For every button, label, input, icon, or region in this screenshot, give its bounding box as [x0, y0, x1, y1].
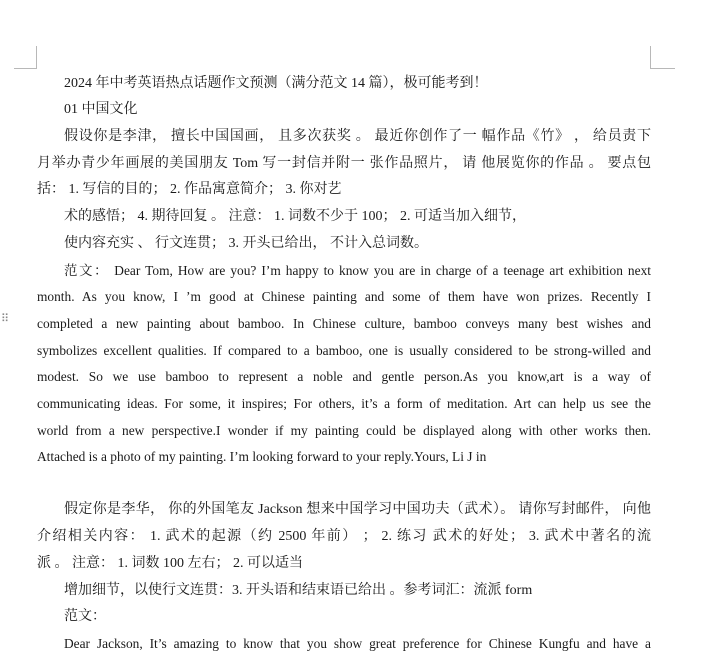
prompt-line: 增加细节，以使行文连贯：3. 开头语和结束语已给出 。参考词汇：流派 form	[64, 583, 533, 598]
prompt-line: 月举办青少年画展的美国朋友 Tom 写一封信并附一 张作品照片， 请 他展览你的作品 。 要点包	[37, 156, 651, 171]
prompt-line: 假定你是李华， 你的外国笔友 Jackson 想来中国学习中国功夫（武术）。 请你写封邮件， 向他	[64, 502, 651, 517]
prompt-line: 括： 1. 写信的目的； 2. 作品寓意简介； 3. 你对艺	[37, 182, 342, 197]
drag-handle-icon[interactable]: ⠿	[1, 312, 9, 325]
essay-line: symbolizes excellent qualities. If compared to a bamboo, one is usually considered to be strong-willed and	[37, 343, 651, 358]
page-corner-mark-top-right	[650, 46, 675, 69]
document-title: 2024 年中考英语热点话题作文预测（满分范文 14 篇），极可能考到！	[64, 76, 488, 91]
prompt-line: 派 。 注意： 1. 词数 100 左右； 2. 可以适当	[37, 556, 303, 571]
essay-line: communicating ideas. For some, it inspires; For others, it’s a form of meditation. Art can help us see the	[37, 396, 651, 411]
essay-line: completed a new painting about bamboo. In Chinese culture, bamboo conveys many best wishes and	[37, 316, 651, 331]
prompt-line: 使内容充实 、 行文连贯； 3. 开头已给出， 不计入总词数。	[64, 236, 428, 251]
essay-line: Attached is a photo of my painting. I’m looking forward to your reply.Yours, Li J in	[37, 449, 487, 464]
essay-line: month. As you know, I ’m good at Chinese painting and some of them have won prizes. Recently I	[37, 289, 651, 304]
essay-line: Dear Jackson, It’s amazing to know that you show great preference for Chinese Kungfu and have a	[64, 636, 651, 651]
prompt-line: 介绍相关内容： 1. 武术的起源（约 2500 年前） ； 2. 练习 武术的好处； 3. 武术中著名的流	[37, 529, 651, 544]
section-heading: 01 中国文化	[64, 102, 138, 117]
page-corner-mark-top-left	[14, 46, 37, 69]
prompt-line: 范文：	[64, 609, 106, 624]
prompt-line: 假设你是李津， 擅长中国国画， 且多次获奖 。 最近你创作了一 幅作品《竹》 ， 给员责下	[64, 129, 651, 144]
essay-line: modest. So we use bamboo to represent a noble and gentle person.As you know,art is a way of	[37, 369, 651, 384]
essay-line: world from a new perspective.I wonder if my painting could be displayed along with other works then.	[37, 423, 651, 438]
essay-line: 范文： Dear Tom, How are you? I’m happy to know you are in charge of a teenage art exhibition next	[64, 263, 651, 278]
prompt-line: 术的感悟； 4. 期待回复 。 注意： 1. 词数不少于 100； 2. 可适当加入细节，	[64, 209, 526, 224]
